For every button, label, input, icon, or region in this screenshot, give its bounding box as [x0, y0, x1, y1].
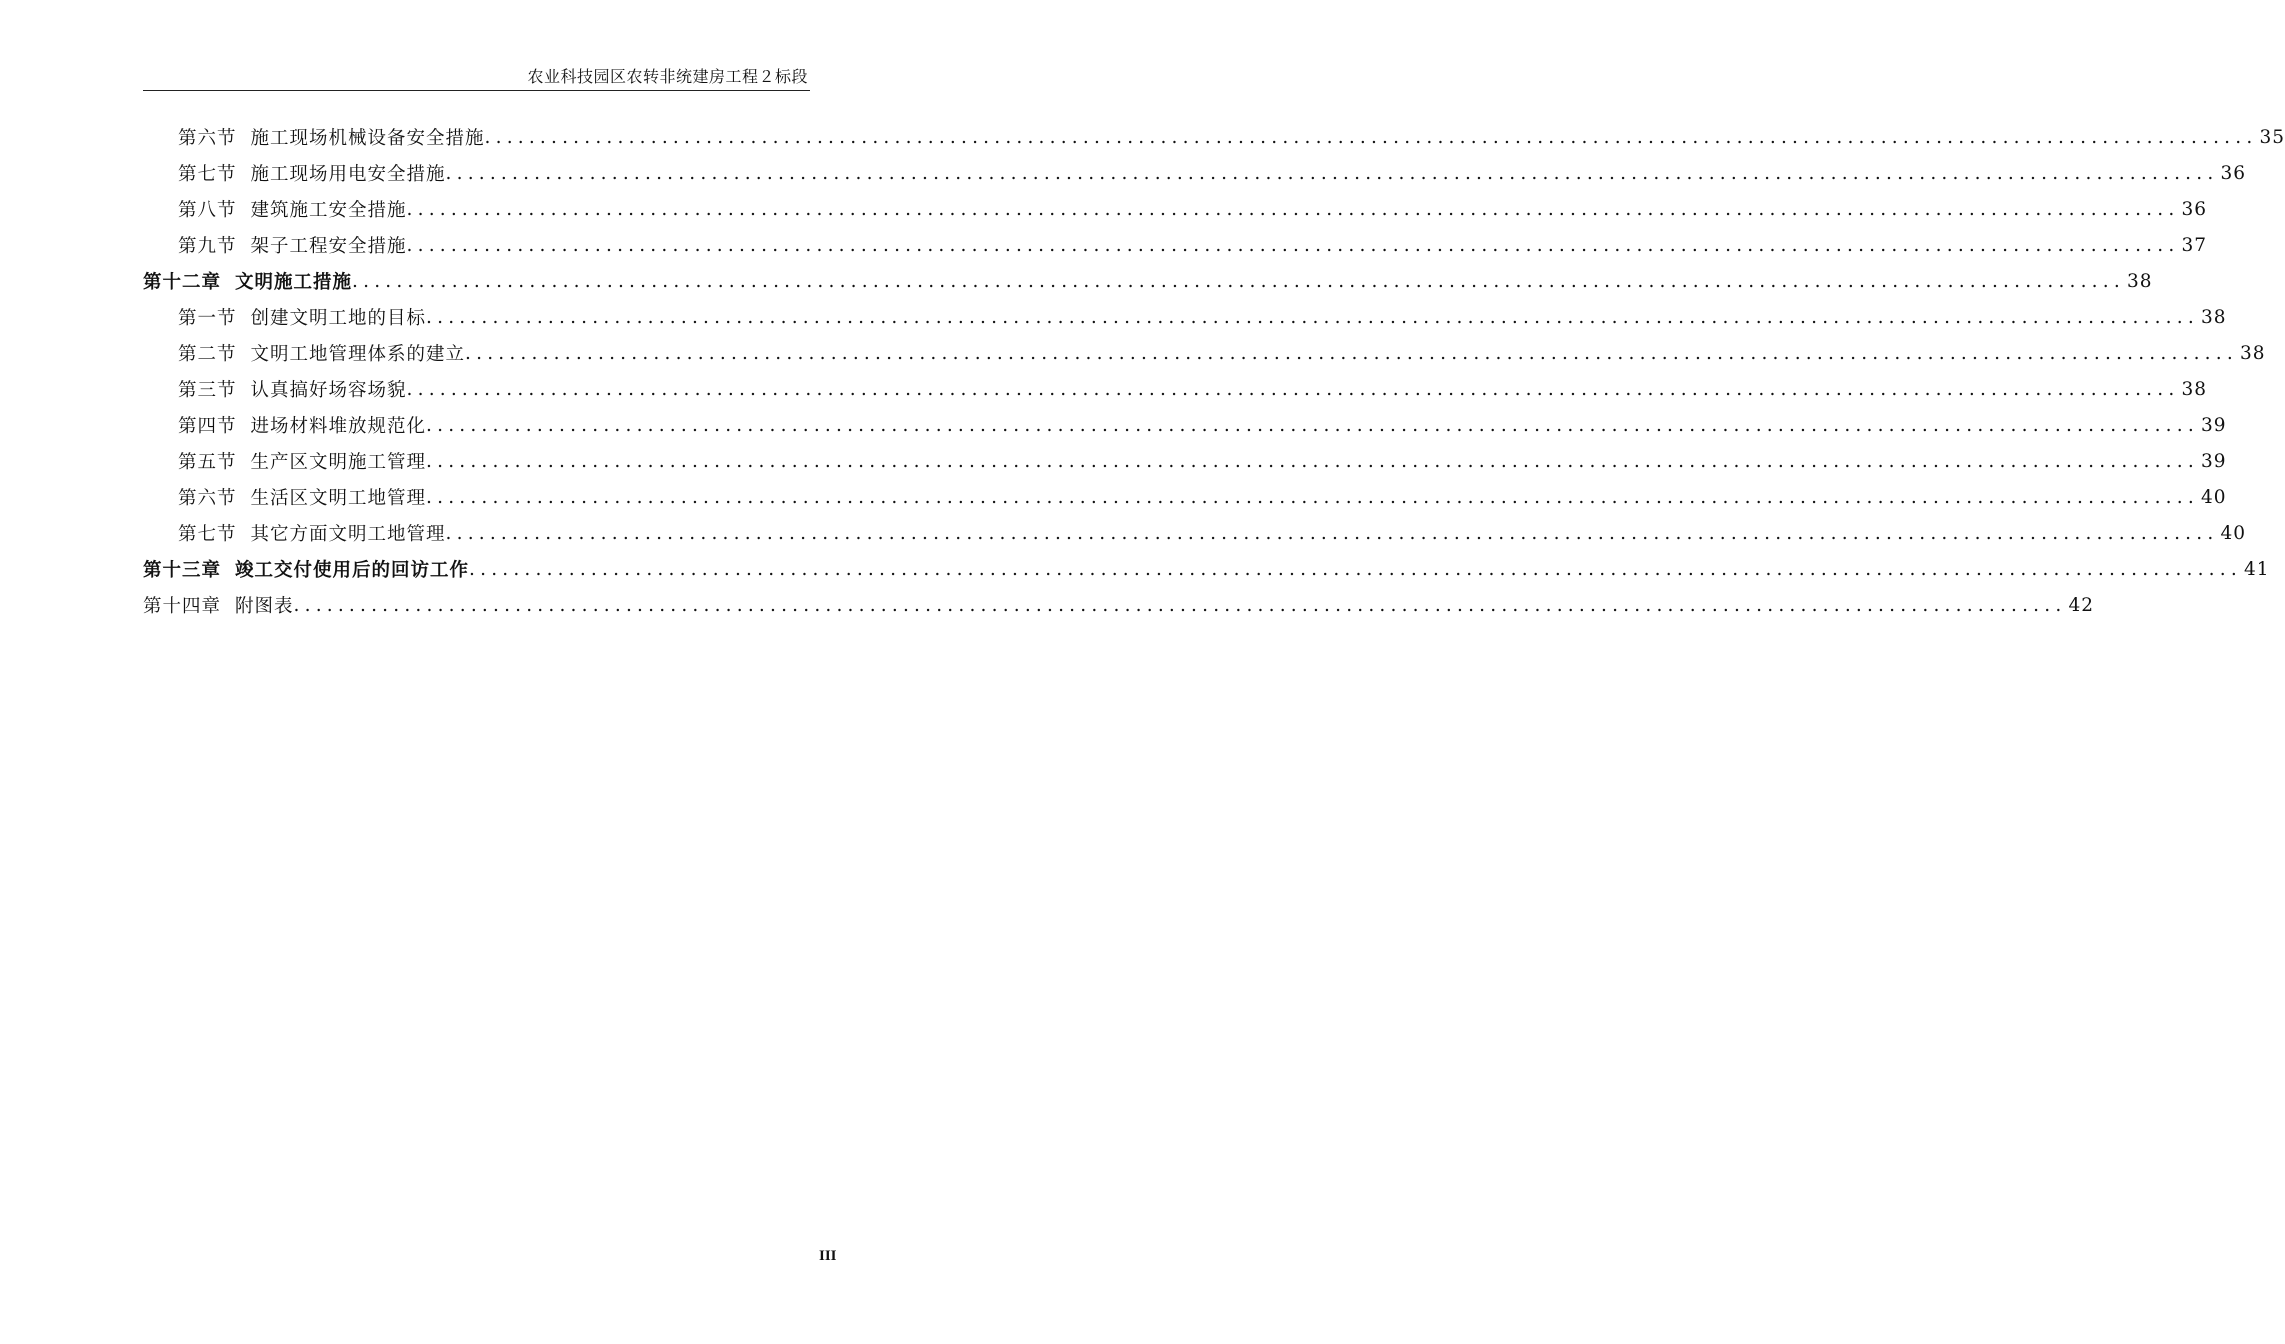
toc-entry[interactable] — [143, 263, 2153, 299]
toc-entry-page: 41 — [2243, 558, 2270, 580]
toc-entry[interactable] — [143, 407, 2227, 443]
toc-entry[interactable] — [143, 443, 2227, 479]
toc-entry[interactable] — [143, 227, 2207, 263]
toc-entry-number: 第九节 — [178, 236, 237, 257]
toc-entry-page: 40 — [2220, 522, 2246, 544]
toc-entry-page: 38 — [2181, 378, 2207, 400]
toc-entry-number: 第十三章 — [143, 560, 222, 581]
toc-entry-label — [178, 196, 407, 222]
toc-entry-title: 生活区文明工地管理 — [250, 488, 427, 509]
toc-dot-leader: ................................................................................................................................................................ — [445, 162, 2219, 184]
toc-entry-title: 文明工地管理体系的建立 — [250, 344, 466, 365]
toc-entry-number: 第五节 — [178, 452, 237, 473]
toc-entry-title: 创建文明工地的目标 — [250, 308, 427, 329]
toc-entry[interactable] — [143, 587, 2094, 623]
toc-entry-number: 第四节 — [178, 416, 237, 437]
toc-entry-label — [143, 556, 469, 582]
toc-entry[interactable] — [143, 479, 2227, 515]
toc-entry-label — [143, 592, 294, 618]
header-title: 农业科技园区农转非统建房工程２标段 — [527, 67, 808, 86]
toc-entry-number: 第八节 — [178, 200, 237, 221]
toc-entry-number: 第七节 — [178, 164, 237, 185]
toc-entry-number: 第三节 — [178, 380, 237, 401]
toc-entry-title: 施工现场机械设备安全措施 — [250, 128, 485, 149]
toc-entry-page: 39 — [2200, 414, 2227, 436]
toc-entry-title: 架子工程安全措施 — [250, 236, 407, 257]
toc-entry-title: 认真搞好场容场貌 — [250, 380, 407, 401]
toc-entry-title: 建筑施工安全措施 — [250, 200, 407, 221]
toc-entry-label — [143, 268, 352, 294]
toc-entry-title: 施工现场用电安全措施 — [250, 164, 446, 185]
toc-entry[interactable] — [143, 371, 2207, 407]
toc-entry[interactable] — [143, 155, 2246, 191]
toc-entry-number: 第二节 — [178, 344, 237, 365]
toc-entry-number: 第十二章 — [143, 272, 222, 293]
toc-entry-number: 第六节 — [178, 488, 237, 509]
toc-entry[interactable] — [143, 191, 2207, 227]
toc-dot-leader: ................................................................................................................................................................ — [426, 306, 2199, 328]
page-number: III — [819, 1248, 837, 1264]
toc-dot-leader: ................................................................................................................................................................ — [406, 198, 2180, 220]
toc-entry-label — [178, 376, 407, 402]
toc-dot-leader: ................................................................................................................................................................ — [426, 450, 2199, 472]
toc-dot-leader: ................................................................................................................................................................ — [426, 414, 2199, 436]
toc-entry[interactable] — [143, 119, 2285, 155]
toc-entry-page: 38 — [2200, 306, 2227, 328]
toc-dot-leader: ................................................................................................................................................................ — [406, 378, 2180, 400]
toc-dot-leader: ................................................................................................................................................................ — [445, 522, 2219, 544]
toc-entry-title: 附图表 — [235, 596, 294, 617]
toc-entry-label — [178, 520, 446, 546]
toc-entry-label — [178, 484, 426, 510]
toc-dot-leader: ................................................................................................................................................................ — [352, 270, 2125, 292]
toc-entry[interactable] — [143, 515, 2246, 551]
toc-entry-label — [178, 232, 407, 258]
toc-entry-page: 38 — [2126, 270, 2153, 292]
toc-entry-page: 36 — [2181, 198, 2207, 220]
toc-entry-label — [178, 304, 426, 330]
toc-entry-number: 第一节 — [178, 308, 237, 329]
table-of-contents — [143, 119, 2285, 623]
toc-entry-label — [178, 412, 426, 438]
toc-entry[interactable] — [143, 299, 2227, 335]
toc-entry[interactable] — [143, 335, 2266, 371]
toc-entry-title: 进场材料堆放规范化 — [250, 416, 427, 437]
toc-entry-title: 文明施工措施 — [235, 272, 353, 293]
toc-entry[interactable] — [143, 551, 2270, 587]
toc-dot-leader: ................................................................................................................................................................ — [469, 558, 2242, 580]
toc-entry-page: 36 — [2220, 162, 2246, 184]
toc-dot-leader: ................................................................................................................................................................ — [293, 594, 2067, 616]
toc-entry-number: 第十四章 — [143, 596, 222, 617]
toc-entry-label — [178, 124, 485, 150]
toc-entry-page: 42 — [2068, 594, 2094, 616]
toc-entry-title: 其它方面文明工地管理 — [250, 524, 446, 545]
toc-entry-label — [178, 448, 426, 474]
toc-dot-leader: ................................................................................................................................................................ — [426, 486, 2199, 508]
toc-entry-label — [178, 160, 446, 186]
toc-dot-leader: ................................................................................................................................................................ — [465, 342, 2238, 364]
running-header — [143, 62, 810, 91]
toc-entry-number: 第七节 — [178, 524, 237, 545]
toc-entry-page: 37 — [2181, 234, 2207, 256]
toc-entry-title: 竣工交付使用后的回访工作 — [235, 560, 470, 581]
toc-entry-page: 40 — [2200, 486, 2227, 508]
toc-entry-number: 第六节 — [178, 128, 237, 149]
toc-entry-page: 35 — [2259, 126, 2285, 148]
toc-dot-leader: ................................................................................................................................................................ — [406, 234, 2180, 256]
toc-entry-title: 生产区文明施工管理 — [250, 452, 427, 473]
toc-dot-leader: ................................................................................................................................................................ — [484, 126, 2258, 148]
toc-entry-label — [178, 340, 465, 366]
toc-entry-page: 39 — [2200, 450, 2227, 472]
toc-entry-page: 38 — [2239, 342, 2266, 364]
